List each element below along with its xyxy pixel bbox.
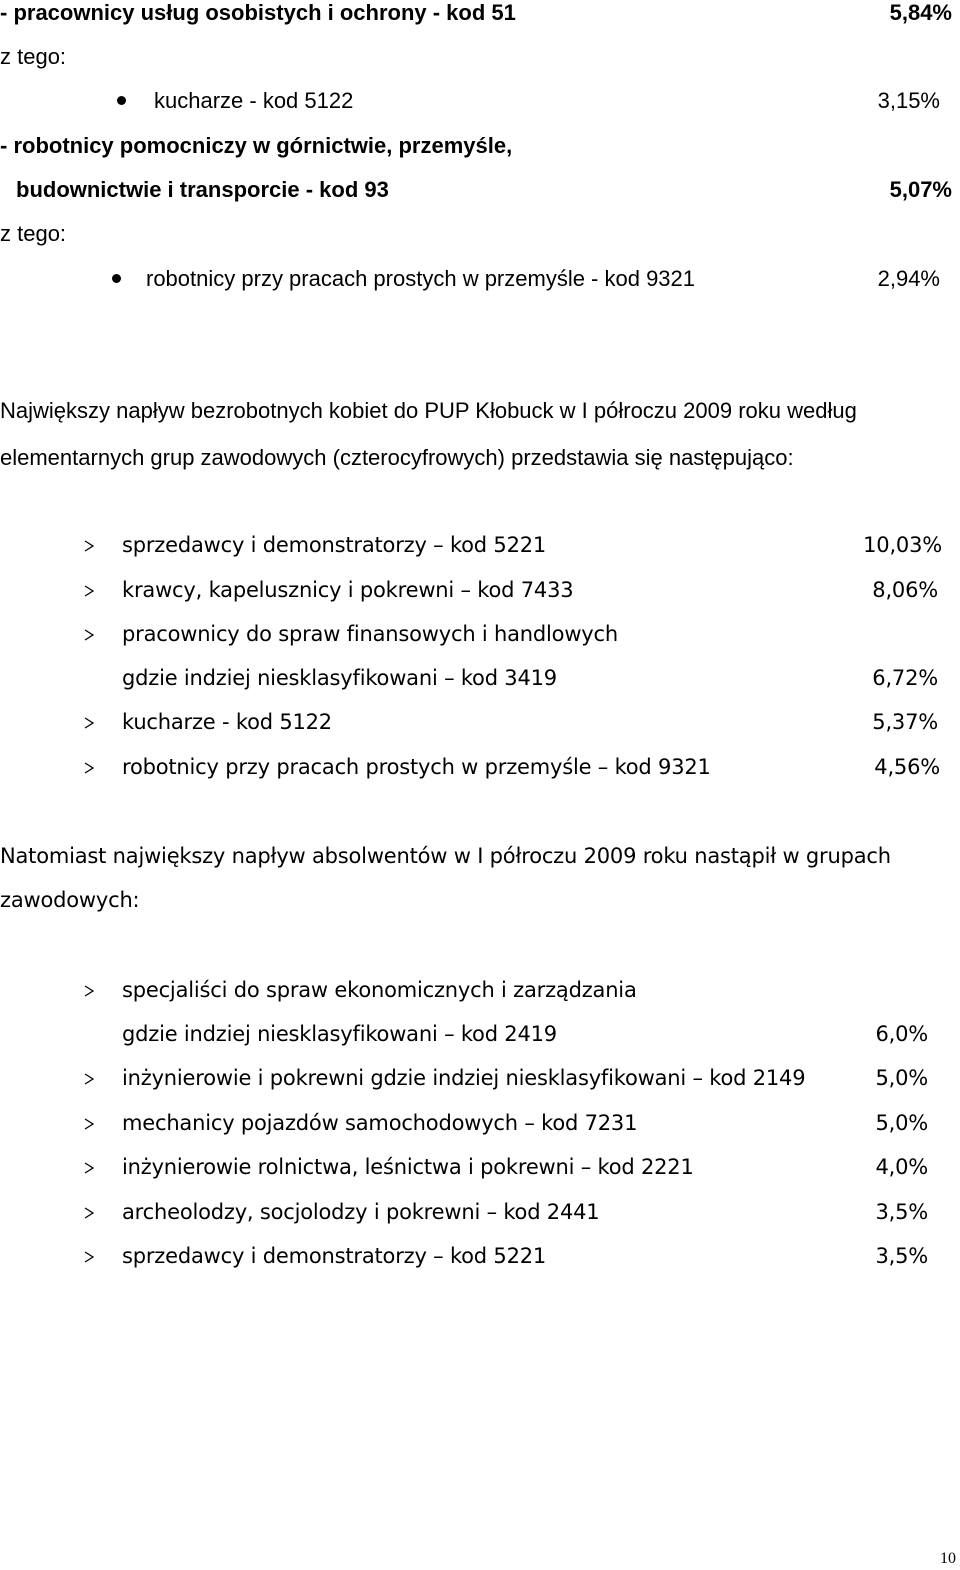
- graduates-intro-line2: zawodowych:: [0, 888, 140, 912]
- graduates-intro-line1: Natomiast największy napływ absolwentów w I półroczu 2009 roku nastąpił w grupach: [0, 844, 891, 868]
- women-item-label-cont: gdzie indziej niesklasyfikowani – kod 3419: [122, 666, 557, 690]
- category-51-label: - pracownicy usług osobistych i ochrony - kod 51: [0, 0, 516, 25]
- graduates-item-label: sprzedawcy i demonstratorzy – kod 5221: [122, 1244, 547, 1268]
- category-5122-label: kucharze - kod 5122: [154, 88, 354, 113]
- women-item-value: 8,06%: [872, 578, 938, 602]
- graduates-item-value: 5,0%: [875, 1111, 928, 1135]
- category-93-label-line2: budownictwie i transporcie - kod 93: [16, 177, 389, 202]
- women-intro-line2: elementarnych grup zawodowych (czterocyfrowych) przedstawia się następująco:: [0, 445, 794, 470]
- graduates-item-value: 3,5%: [875, 1200, 928, 1224]
- women-item-label: kucharze - kod 5122: [122, 710, 332, 734]
- graduates-item-label: mechanicy pojazdów samochodowych – kod 7231: [122, 1111, 638, 1135]
- category-9321-label: robotnicy przy pracach prostych w przemyśle - kod 9321: [146, 266, 696, 291]
- category-93-label-line1: - robotnicy pomocniczy w górnictwie, przemyśle,: [0, 133, 513, 158]
- arrowhead-bullet-icon: [84, 629, 94, 641]
- graduates-item-label: inżynierowie rolnictwa, leśnictwa i pokrewni – kod 2221: [122, 1155, 694, 1179]
- category-9321-value: 2,94%: [877, 266, 940, 291]
- arrowhead-bullet-icon: [84, 1251, 94, 1263]
- women-item-label: robotnicy przy pracach prostych w przemyśle – kod 9321: [122, 755, 711, 779]
- graduates-item-label: inżynierowie i pokrewni gdzie indziej niesklasyfikowani – kod 2149: [122, 1066, 806, 1090]
- category-5122-value: 3,15%: [877, 88, 940, 113]
- z-tego-label: z tego:: [0, 44, 67, 69]
- arrowhead-bullet-icon: [84, 717, 94, 729]
- z-tego-label: z tego:: [0, 221, 67, 246]
- women-item-value: 4,56%: [874, 755, 940, 779]
- graduates-item-value: 4,0%: [875, 1155, 928, 1179]
- women-item-value: 5,37%: [872, 710, 938, 734]
- arrowhead-bullet-icon: [84, 1162, 94, 1174]
- women-item-value: 10,03%: [863, 533, 942, 557]
- arrowhead-bullet-icon: [84, 1073, 94, 1085]
- graduates-item-value: 6,0%: [875, 1022, 928, 1046]
- arrowhead-bullet-icon: [84, 1118, 94, 1130]
- arrowhead-bullet-icon: [84, 540, 94, 552]
- arrowhead-bullet-icon: [84, 985, 94, 997]
- category-51-value: 5,84%: [889, 0, 952, 25]
- arrowhead-bullet-icon: [84, 1207, 94, 1219]
- bullet-dot-icon: [117, 96, 126, 105]
- women-item-label: pracownicy do spraw finansowych i handlowych: [122, 622, 618, 646]
- graduates-item-label-cont: gdzie indziej niesklasyfikowani – kod 2419: [122, 1022, 557, 1046]
- graduates-item-label: specjaliści do spraw ekonomicznych i zarządzania: [122, 978, 637, 1002]
- graduates-item-label: archeolodzy, socjolodzy i pokrewni – kod 2441: [122, 1200, 600, 1224]
- page-number: 10: [940, 1550, 956, 1567]
- women-intro-line1: Największy napływ bezrobotnych kobiet do PUP Kłobuck w I półroczu 2009 roku według: [0, 398, 857, 423]
- arrowhead-bullet-icon: [84, 762, 94, 774]
- category-93-value: 5,07%: [889, 177, 952, 202]
- women-item-value: 6,72%: [872, 666, 938, 690]
- women-item-label: krawcy, kapelusznicy i pokrewni – kod 7433: [122, 578, 574, 602]
- arrowhead-bullet-icon: [84, 585, 94, 597]
- women-item-label: sprzedawcy i demonstratorzy – kod 5221: [122, 533, 547, 557]
- graduates-item-value: 3,5%: [875, 1244, 928, 1268]
- graduates-item-value: 5,0%: [875, 1066, 928, 1090]
- bullet-dot-icon: [112, 274, 121, 283]
